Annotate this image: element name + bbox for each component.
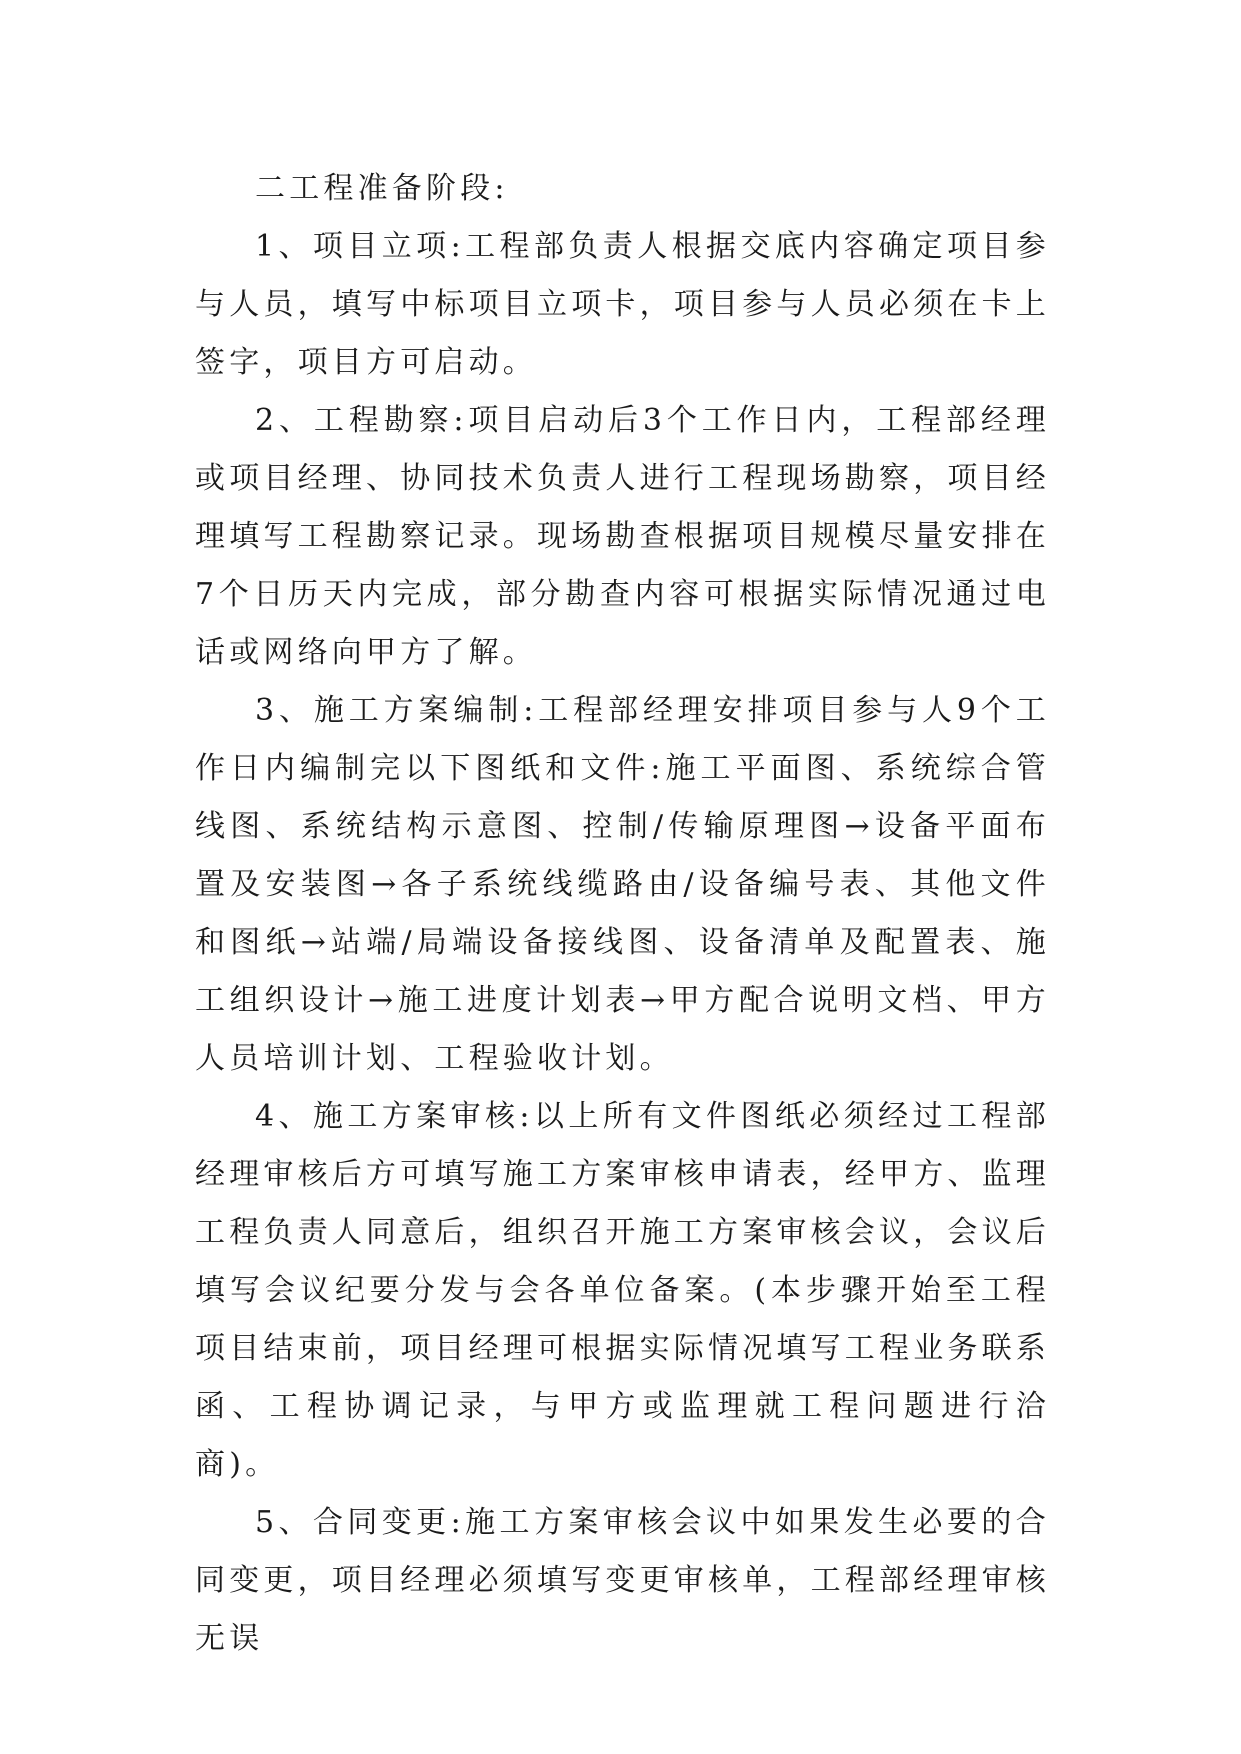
paragraph-contract-change: 5、合同变更:施工方案审核会议中如果发生必要的合同变更，项目经理必须填写变更审核单，工程部经理审核无误: [195, 1505, 1050, 1656]
paragraph-site-survey: 2、工程勘察:项目启动后3个工作日内，工程部经理或项目经理、协同技术负责人进行工程现场勘察，项目经理填写工程勘察记录。现场勘查根据项目规模尽量安排在7个日历天内完成，部分勘查内容可根据实际情况通过电话或网络向甲方了解。: [195, 403, 1050, 670]
paragraph-plan-review: 4、施工方案审核:以上所有文件图纸必须经过工程部经理审核后方可填写施工方案审核申请表，经甲方、监理工程负责人同意后，组织召开施工方案审核会议，会议后填写会议纪要分发与会各单位备案。(本步骤开始至工程项目结束前，项目经理可根据实际情况填写工程业务联系函、工程协调记录，与甲方或监理就工程问题进行洽商)。: [195, 1099, 1050, 1482]
paragraph-project-initiation: 1、项目立项:工程部负责人根据交底内容确定项目参与人员，填写中标项目立项卡，项目参与人员必须在卡上签字，项目方可启动。: [195, 229, 1050, 380]
document-page: [195, 160, 1050, 1668]
section-heading: 二工程准备阶段:: [255, 171, 509, 206]
paragraph-construction-plan: 3、施工方案编制:工程部经理安排项目参与人9个工作日内编制完以下图纸和文件:施工平面图、系统综合管线图、系统结构示意图、控制/传输原理图→设备平面布置及安装图→各子系统线缆路由/设备编号表、其他文件和图纸→站端/局端设备接线图、设备清单及配置表、施工组织设计→施工进度计划表→甲方配合说明文档、甲方人员培训计划、工程验收计划。: [195, 693, 1050, 1076]
